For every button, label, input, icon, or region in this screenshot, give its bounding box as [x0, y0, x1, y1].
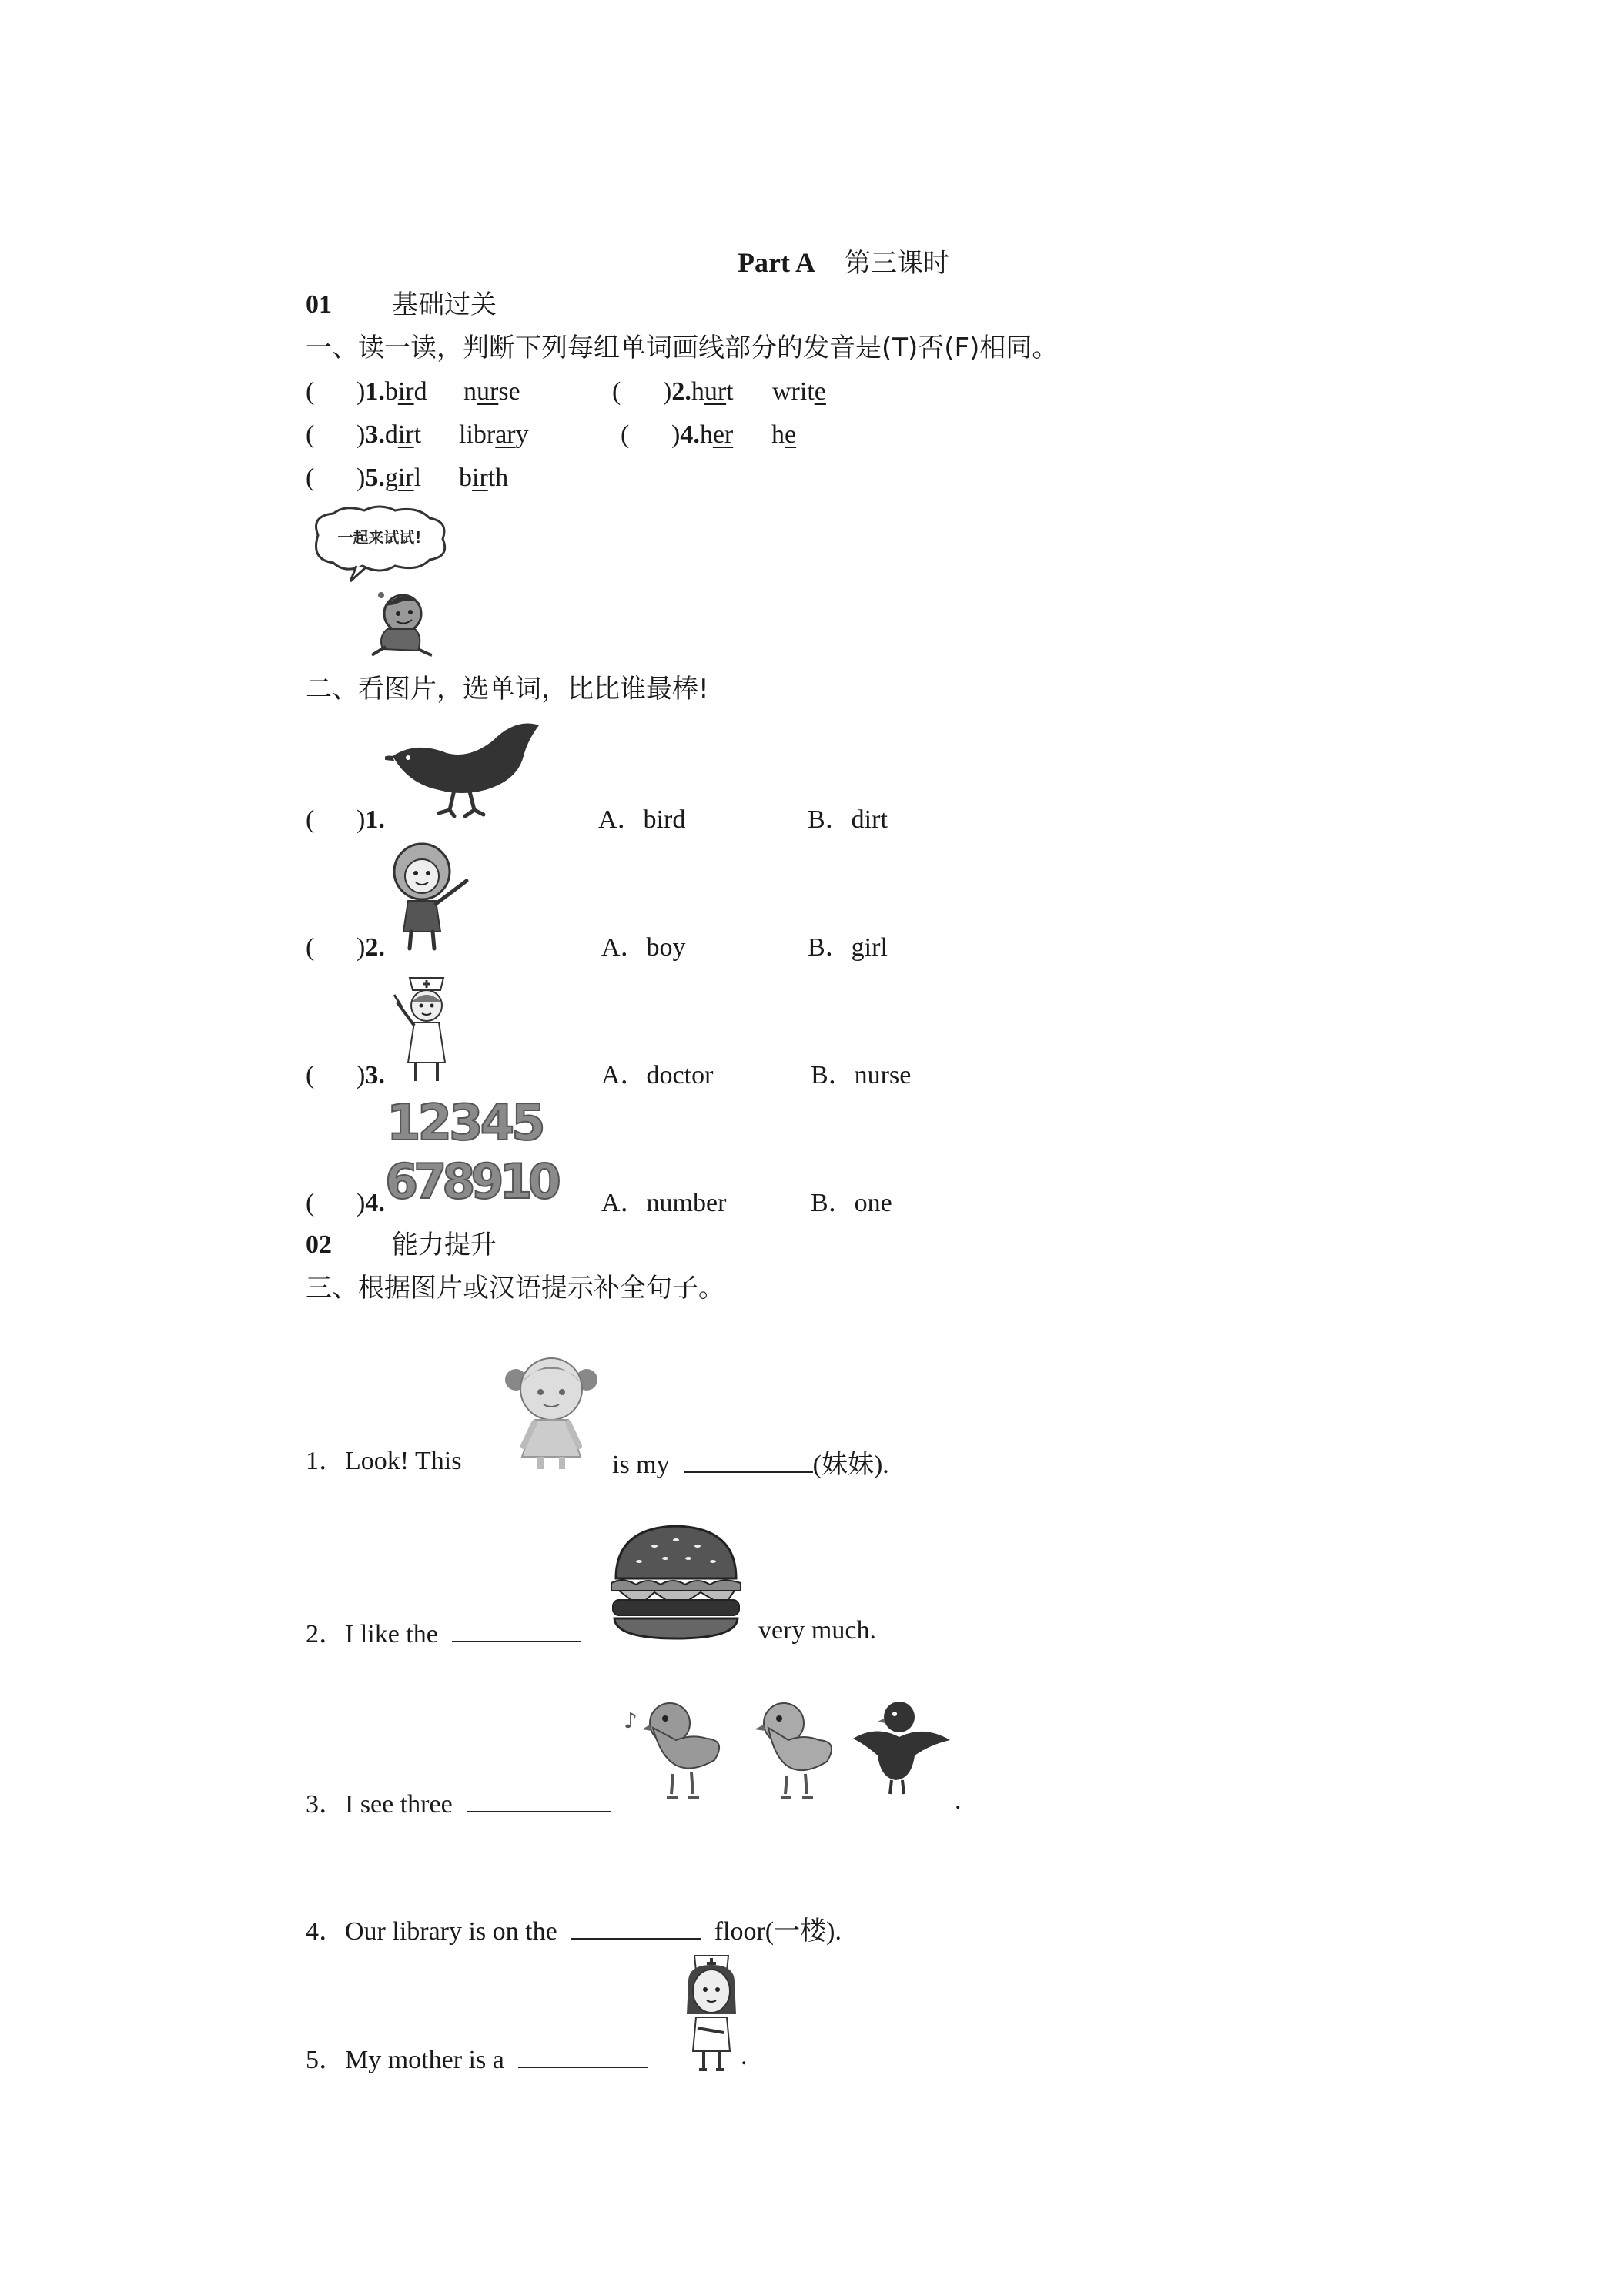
q1-instruction: 一、读一读，判断下列每组单词画线部分的发音是(T)否(F)相同。	[306, 333, 1059, 363]
bird-1	[642, 1703, 719, 1797]
answer-blank[interactable]	[518, 2043, 648, 2068]
q3-sister-image	[500, 1349, 602, 1472]
q3-item-3-rest: .	[955, 1786, 962, 1815]
section-number: 02	[306, 1230, 332, 1259]
q3-instruction: 三、根据图片或汉语提示补全句子。	[306, 1273, 724, 1304]
q3-item-3: 3．I see three	[306, 1788, 611, 1818]
section-name: 能力提升	[392, 1230, 497, 1260]
q1-item-1-body: )1.bird	[356, 377, 427, 406]
svg-text:♪: ♪	[624, 1708, 637, 1733]
q1-item-4-word2: he	[771, 420, 797, 449]
q1-item-5: (	[306, 464, 315, 492]
answer-blank[interactable]	[467, 1788, 611, 1812]
q1-item-2-word2: write	[772, 377, 826, 406]
q2-numbers-image	[385, 1096, 573, 1215]
q2-item-1-option-a: A．bird	[598, 805, 686, 834]
q2-bird-image	[385, 710, 547, 824]
page-title	[738, 247, 949, 279]
q3-item-1-rest: is my (妹妹).	[612, 1448, 889, 1478]
section-header-01	[306, 290, 497, 320]
lesson-label: 第三课时	[844, 248, 949, 279]
q2-item-1-option-b: B．dirt	[808, 805, 888, 834]
q1-item-5-body: )5.girl	[356, 464, 422, 492]
q1-item-2-body: )2.hurt	[663, 377, 734, 406]
q1-item-4-body: )4.her	[671, 420, 734, 449]
q1-item-2: (	[612, 377, 621, 406]
q1-item-4: (	[621, 420, 630, 449]
part-label: Part A	[738, 247, 815, 278]
q3-item-2-rest: very much.	[758, 1616, 876, 1645]
q2-item-3-option-b: B．nurse	[811, 1061, 912, 1089]
q1-item-3-body: )3.dirt	[356, 420, 422, 449]
q3-nurse-image	[674, 1951, 748, 2074]
q2-item-2-option-b: B．girl	[808, 933, 888, 962]
q2-instruction: 二、看图片，选单词，比比谁最棒!	[306, 674, 709, 705]
answer-blank[interactable]	[452, 1618, 581, 1642]
q2-item-3-option-a: A．doctor	[601, 1061, 714, 1089]
q1-item-3: (	[306, 420, 315, 449]
bird-3	[853, 1702, 950, 1794]
numbers-row-1: 12345	[387, 1095, 543, 1152]
q1-item-1-word2: nurse	[463, 377, 520, 406]
section-number: 01	[306, 290, 332, 319]
q2-girl-image	[383, 839, 476, 955]
section-name: 基础过关	[392, 290, 497, 320]
bird-2	[755, 1703, 832, 1797]
q2-item-4-option-b: B．one	[811, 1189, 892, 1217]
q3-hamburger-image	[608, 1523, 744, 1642]
answer-blank[interactable]	[684, 1448, 813, 1473]
q3-item-5: 5．My mother is a	[306, 2043, 648, 2073]
q3-item-4: 4．Our library is on the floor(一楼).	[306, 1915, 842, 1945]
q1-item-3-word2: library	[459, 420, 529, 449]
q3-item-2: 2．I like the	[306, 1618, 581, 1648]
numbers-row-2: 678910	[385, 1153, 557, 1210]
q2-item-4-option-a: A．number	[601, 1189, 727, 1217]
section-header-02	[306, 1230, 497, 1260]
q3-three-birds-image	[622, 1694, 953, 1809]
q2-item-2-option-a: A．boy	[601, 933, 686, 962]
q2-nurse-image	[383, 972, 468, 1087]
answer-blank[interactable]	[571, 1915, 701, 1940]
q1-item-1: (	[306, 377, 315, 406]
q3-item-1: 1．Look! This	[306, 1447, 462, 1475]
cartoon-boy-speech-image	[303, 504, 457, 658]
bubble-text: 一起来试试!	[337, 528, 422, 547]
q1-item-5-word2: birth	[459, 464, 509, 492]
q3-item-5-rest: .	[741, 2042, 748, 2070]
